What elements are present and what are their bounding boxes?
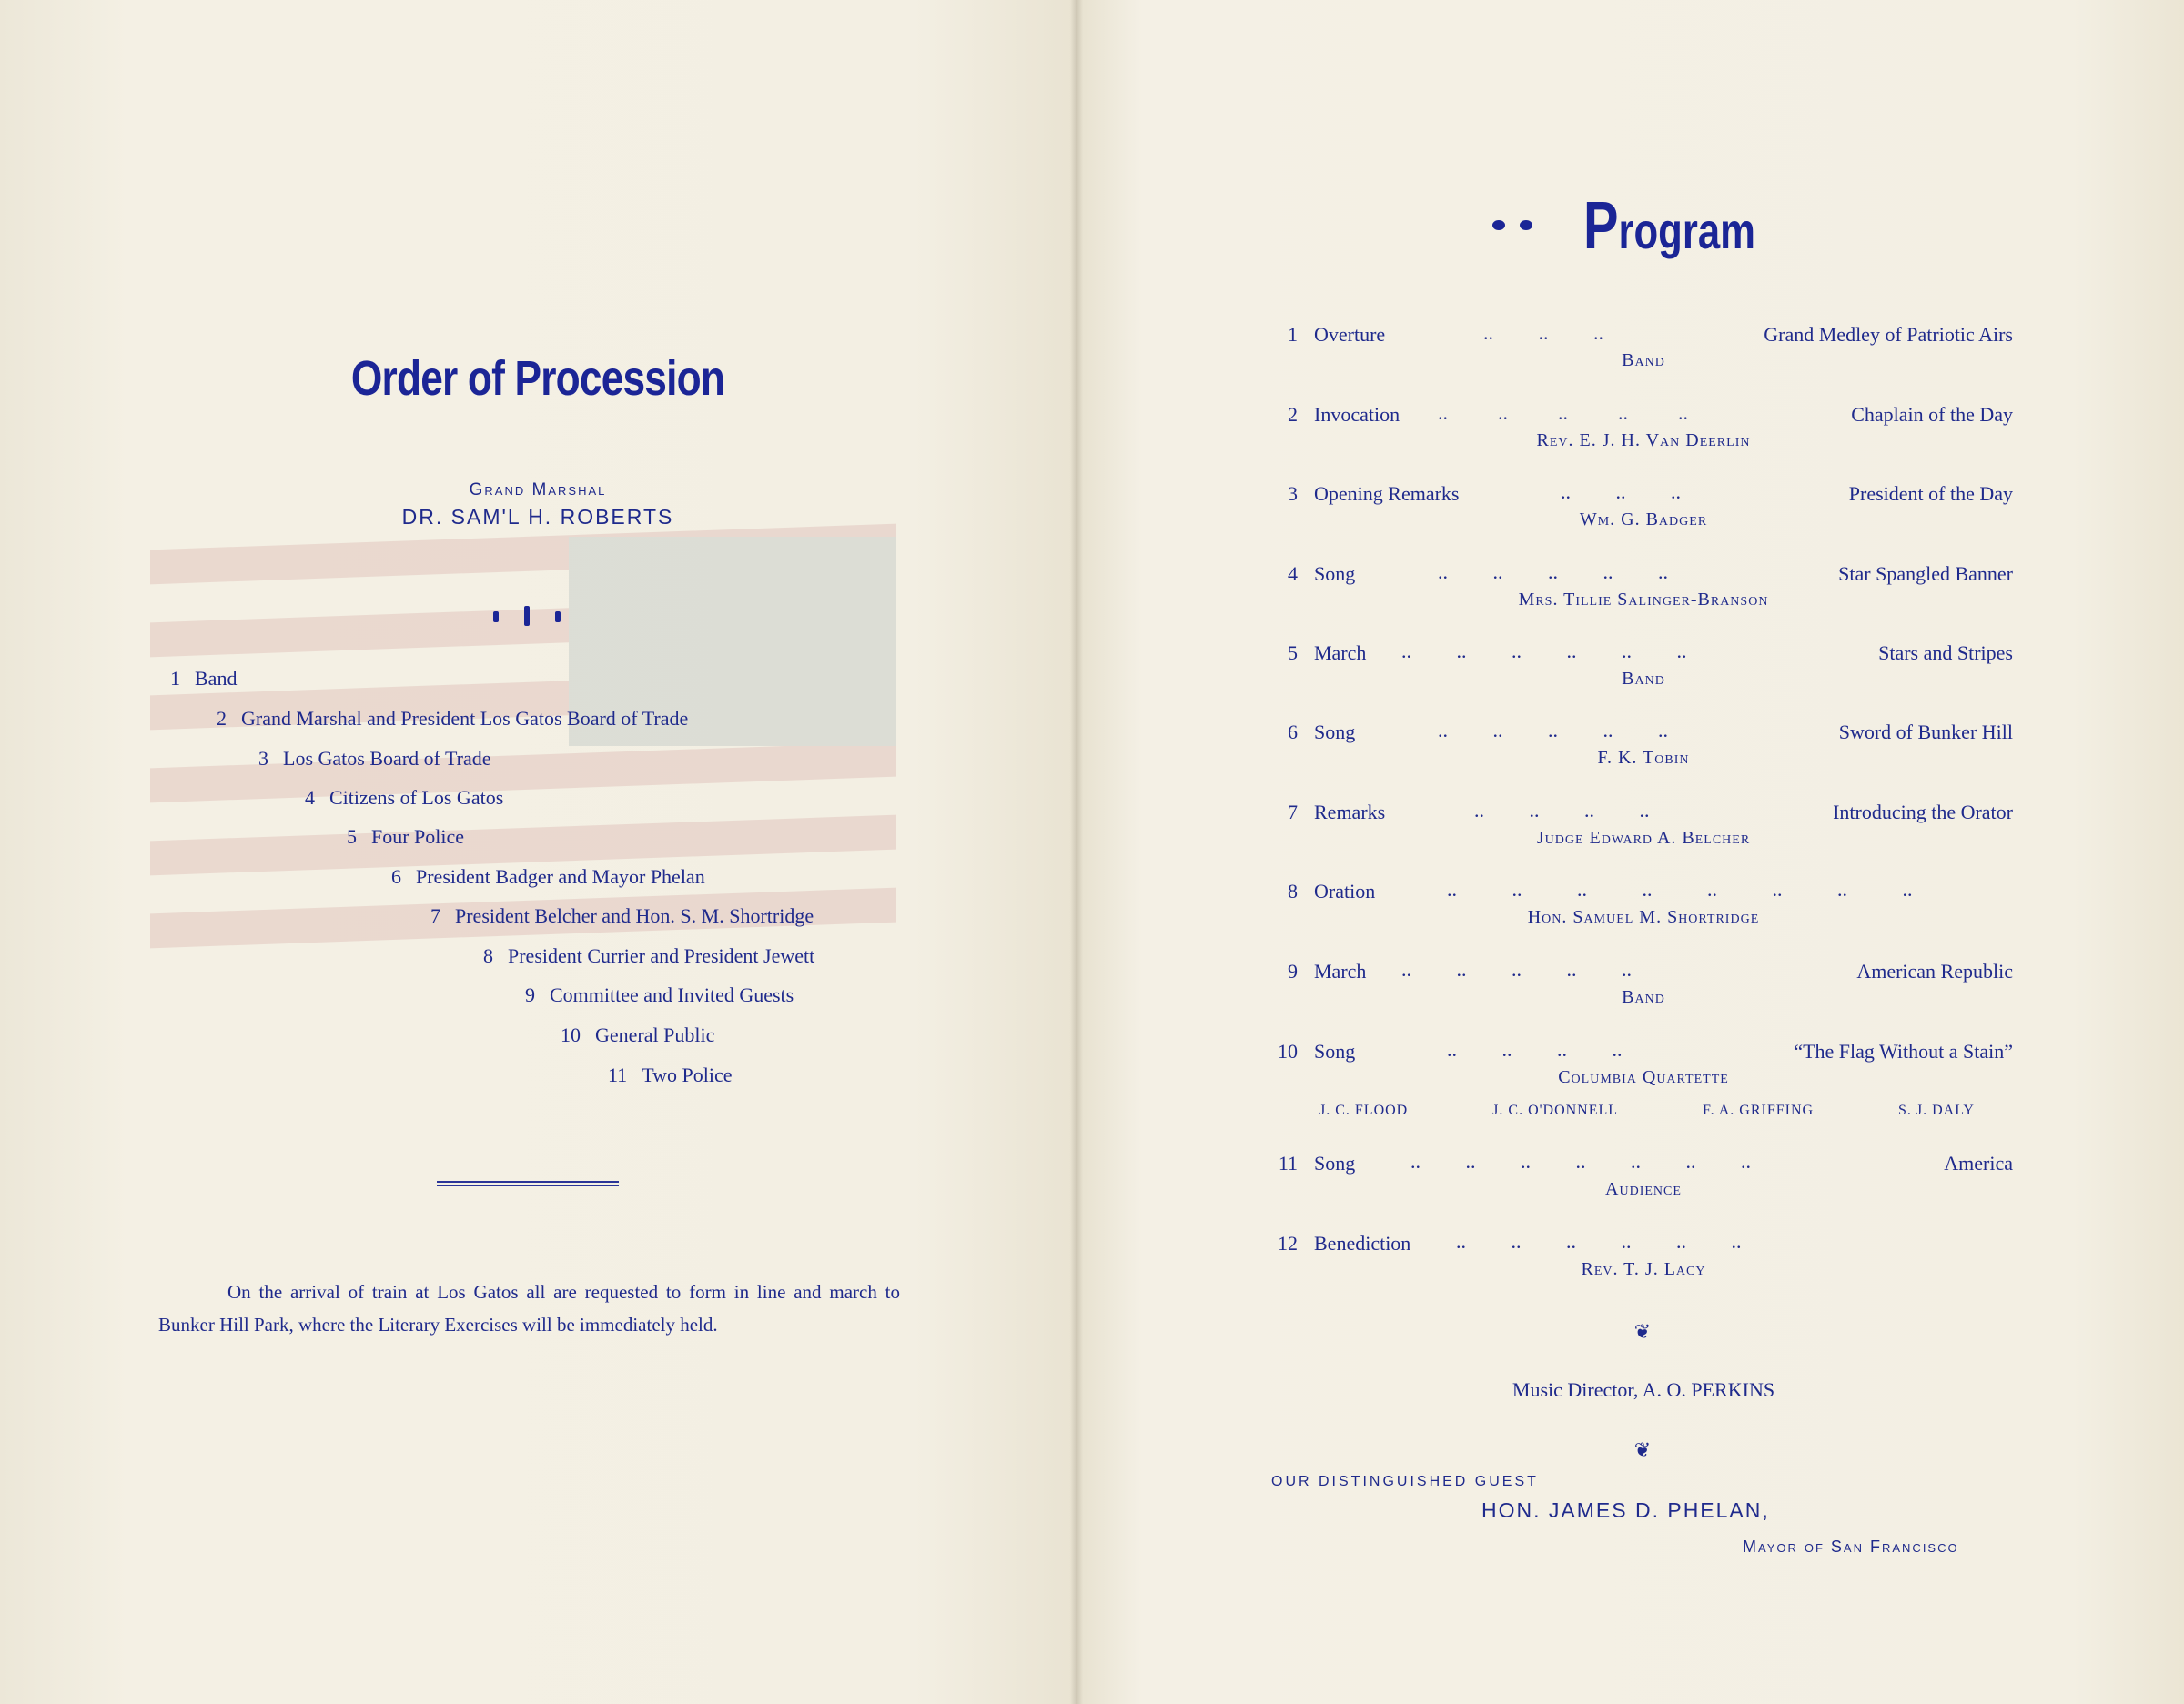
guest-title: Mayor of San Francisco — [1743, 1538, 1959, 1556]
program-performer: Judge Edward A. Belcher — [1536, 828, 1751, 848]
program-performer: Audience — [1605, 1179, 1682, 1199]
procession-item: 3 Los Gatos Board of Trade — [258, 747, 491, 770]
arrival-note: On the arrival of train at Los Gatos all are requested to form in line and march to Bunker Hill Park, where the Literary Exercises will be immediately held. — [158, 1281, 900, 1336]
music-director: Music Director, A. O. PERKINS — [1512, 1378, 1775, 1401]
procession-item: 6 President Badger and Mayor Phelan — [391, 865, 705, 888]
program-performer: Band — [1622, 987, 1665, 1007]
procession-item: 10 General Public — [561, 1023, 715, 1046]
program-item: 6 Song .. .. .. .. .. Sword of Bunker Hill — [1288, 719, 2013, 743]
procession-item: 4 Citizens of Los Gatos — [305, 786, 504, 809]
quartette-member: F. A. GRIFFING — [1702, 1103, 1815, 1118]
program-item: 12 Benediction .. .. .. .. .. .. — [1278, 1230, 1742, 1255]
program-performer: Band — [1622, 669, 1665, 689]
program-item: 1 Overture .. .. .. Grand Medley of Patriotic Airs — [1288, 321, 2013, 346]
program-item: 11 Song .. .. .. .. .. .. .. America — [1278, 1150, 2013, 1175]
quartette-member: S. J. DALY — [1898, 1103, 1975, 1118]
procession-item: 7 President Belcher and Hon. S. M. Shortridge — [430, 904, 814, 927]
guest-label: OUR DISTINGUISHED GUEST — [1271, 1474, 1539, 1489]
program-performer: Band — [1622, 350, 1665, 370]
program-performer: Wm. G. Badger — [1579, 509, 1708, 529]
grand-marshal-label: Grand Marshal — [469, 480, 607, 499]
double-rule — [437, 1181, 619, 1186]
program-item: 4 Song .. .. .. .. .. Star Spangled Banner — [1288, 560, 2013, 585]
procession-item: 9 Committee and Invited Guests — [525, 983, 794, 1006]
procession-item: 8 President Currier and President Jewett — [483, 944, 815, 967]
program-item: 9 March .. .. .. .. .. American Republic — [1288, 958, 2013, 983]
program-performer: F. K. Tobin — [1597, 748, 1690, 768]
quartette-member: J. C. O'DONNELL — [1492, 1103, 1619, 1118]
quartette-members — [1320, 1103, 1975, 1119]
ornament-divider — [490, 602, 571, 633]
program-item: 7 Remarks .. .. .. .. Introducing the Orator — [1288, 799, 2013, 823]
grand-marshal-name: DR. SAM'L H. ROBERTS — [401, 505, 674, 529]
program-item: 8 Oration .. .. .. .. .. .. .. .. — [1288, 878, 1913, 902]
procession-item: 2 Grand Marshal and President Los Gatos Board of Trade — [217, 707, 689, 730]
leaf-ornament-icon: ❦ — [1633, 1438, 1652, 1461]
center-fold — [1070, 0, 1083, 1704]
program-title: Program — [1583, 187, 1755, 263]
guest-name: HON. JAMES D. PHELAN, — [1481, 1498, 1770, 1522]
leaf-ornament-icon: ❦ — [1633, 1320, 1652, 1343]
procession-title: Order of Procession — [350, 351, 725, 406]
program-item: 2 Invocation .. .. .. .. .. Chaplain of the Day — [1288, 401, 2013, 426]
quartette-member: J. C. FLOOD — [1320, 1103, 1409, 1118]
program-item: 10 Song .. .. .. .. “The Flag Without a Stain” — [1278, 1038, 2013, 1063]
program-ornament — [1492, 215, 1574, 242]
left-page — [0, 0, 1076, 1704]
procession-item: 11 Two Police — [608, 1064, 733, 1086]
program-performer: Columbia Quartette — [1558, 1067, 1729, 1087]
procession-item: 1 Band — [170, 667, 238, 690]
program-performer: Rev. E. J. H. Van Deerlin — [1536, 430, 1751, 450]
program-item: 5 March .. .. .. .. .. .. Stars and Stripes — [1288, 640, 2013, 664]
program-performer: Mrs. Tillie Salinger-Branson — [1518, 590, 1769, 610]
program-performer: Rev. T. J. Lacy — [1581, 1259, 1706, 1279]
procession-item: 5 Four Police — [347, 825, 465, 848]
program-item: 3 Opening Remarks .. .. .. President of the Day — [1288, 480, 2013, 505]
program-performer: Hon. Samuel M. Shortridge — [1527, 907, 1760, 927]
